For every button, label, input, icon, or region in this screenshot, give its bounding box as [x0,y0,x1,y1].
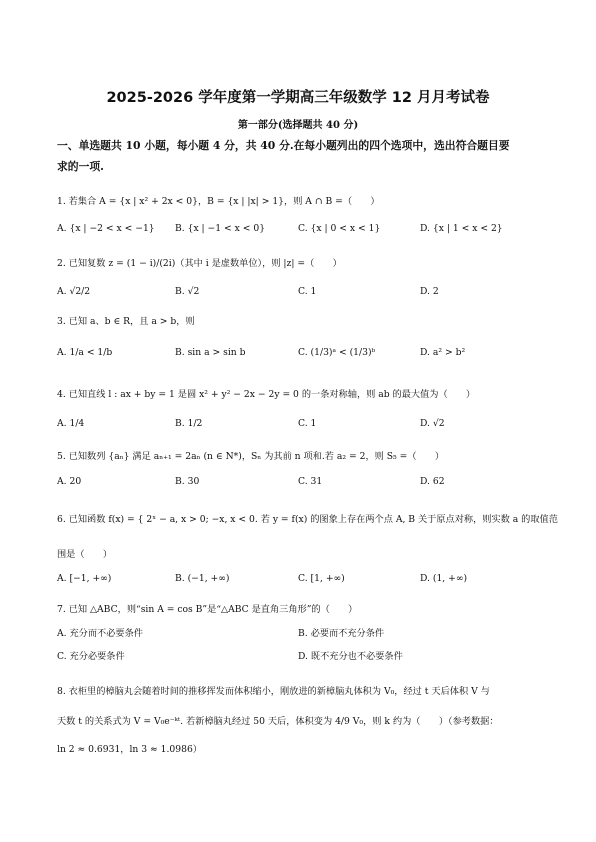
question-4-option-d: D. √2 [420,418,445,429]
question-3-option-b: B. sin a > sin b [175,347,246,358]
question-6-stem-cont: 围是（ ） [57,549,113,560]
question-3-stem: 3. 已知 a、b ∈ R，且 a > b，则 [57,316,195,327]
question-7-option-c: C. 充分必要条件 [57,651,125,662]
question-4-option-b: B. 1/2 [175,418,203,429]
question-2-option-a: A. √2/2 [57,286,91,297]
question-2-option-d: D. 2 [420,286,439,297]
question-8-reference-data: ln 2 ≈ 0.6931，ln 3 ≈ 1.0986） [57,744,202,755]
part-subtitle: 第一部分(选择题共 40 分) [237,120,359,131]
question-6-option-d: D. (1, +∞) [420,573,468,584]
question-6-option-a: A. [−1, +∞) [57,573,112,584]
question-3-option-d: D. a² > b² [420,347,466,358]
question-1-option-c: C. {x | 0 < x < 1} [298,223,381,234]
section-heading-line1: 一、单选题共 10 小题，每小题 4 分，共 40 分.在每小题列出的四个选项中，选出符合题目要 [57,139,510,152]
question-2-option-b: B. √2 [175,286,200,297]
question-5-option-a: A. 20 [57,476,82,487]
question-5-option-c: C. 31 [298,476,323,487]
question-1-option-d: D. {x | 1 < x < 2} [420,223,503,234]
question-5-option-b: B. 30 [175,476,200,487]
question-7-option-b: B. 必要而不充分条件 [298,628,385,639]
question-2-option-c: C. 1 [298,286,317,297]
question-3-option-c: C. (1/3)ᵃ < (1/3)ᵇ [298,347,376,358]
question-8-stem: 8. 衣柜里的樟脑丸会随着时间的推移挥发而体积缩小，刚放进的新樟脑丸体积为 V₀，经过 t 天后体积 V 与 [57,686,490,697]
question-6-option-b: B. (−1, +∞) [175,573,230,584]
section-heading-line2: 求的一项. [57,160,104,173]
question-7-option-d: D. 既不充分也不必要条件 [298,651,403,662]
question-5-stem: 5. 已知数列 {aₙ} 满足 aₙ₊₁ = 2aₙ (n ∈ N*)，Sₙ 为其前 n 项和.若 a₂ = 2，则 S₅ =（ ） [57,451,445,462]
question-7-option-a: A. 充分而不必要条件 [57,628,143,639]
question-4-option-a: A. 1/4 [57,418,85,429]
question-4-option-c: C. 1 [298,418,317,429]
question-6-option-c: C. [1, +∞) [298,573,345,584]
question-4-stem: 4. 已知直线 l : ax + by = 1 是圆 x² + y² − 2x − 2y = 0 的一条对称轴，则 ab 的最大值为（ ） [57,389,476,400]
question-8-stem-cont: 天数 t 的关系式为 V = V₀e⁻ᵏᵗ. 若新樟脑丸经过 50 天后，体积变为 4/9 V₀，则 k 约为（ ）（参考数据： [57,716,499,727]
question-1-stem: 1. 若集合 A = {x | x² + 2x < 0}，B = {x | |x| > 1}，则 A ∩ B =（ ） [57,196,380,207]
question-3-option-a: A. 1/a < 1/b [57,347,113,358]
question-7-stem: 7. 已知 △ABC，则“sin A = cos B”是“△ABC 是直角三角形”的（ ） [57,604,358,615]
question-6-stem: 6. 已知函数 f(x) = { 2ˣ − a, x > 0; −x, x < 0. 若 y = f(x) 的图象上存在两个点 A, B 关于原点对称，则实数 a 的取值范 [57,514,558,525]
question-5-option-d: D. 62 [420,476,445,487]
question-1-option-a: A. {x | −2 < x < −1} [57,223,155,234]
page-title: 2025-2026 学年度第一学期高三年级数学 12 月月考试卷 [106,90,490,106]
question-1-option-b: B. {x | −1 < x < 0} [175,223,266,234]
question-2-stem: 2. 已知复数 z = (1 − i)/(2i)（其中 i 是虚数单位），则 |z| =（ ） [57,258,342,269]
